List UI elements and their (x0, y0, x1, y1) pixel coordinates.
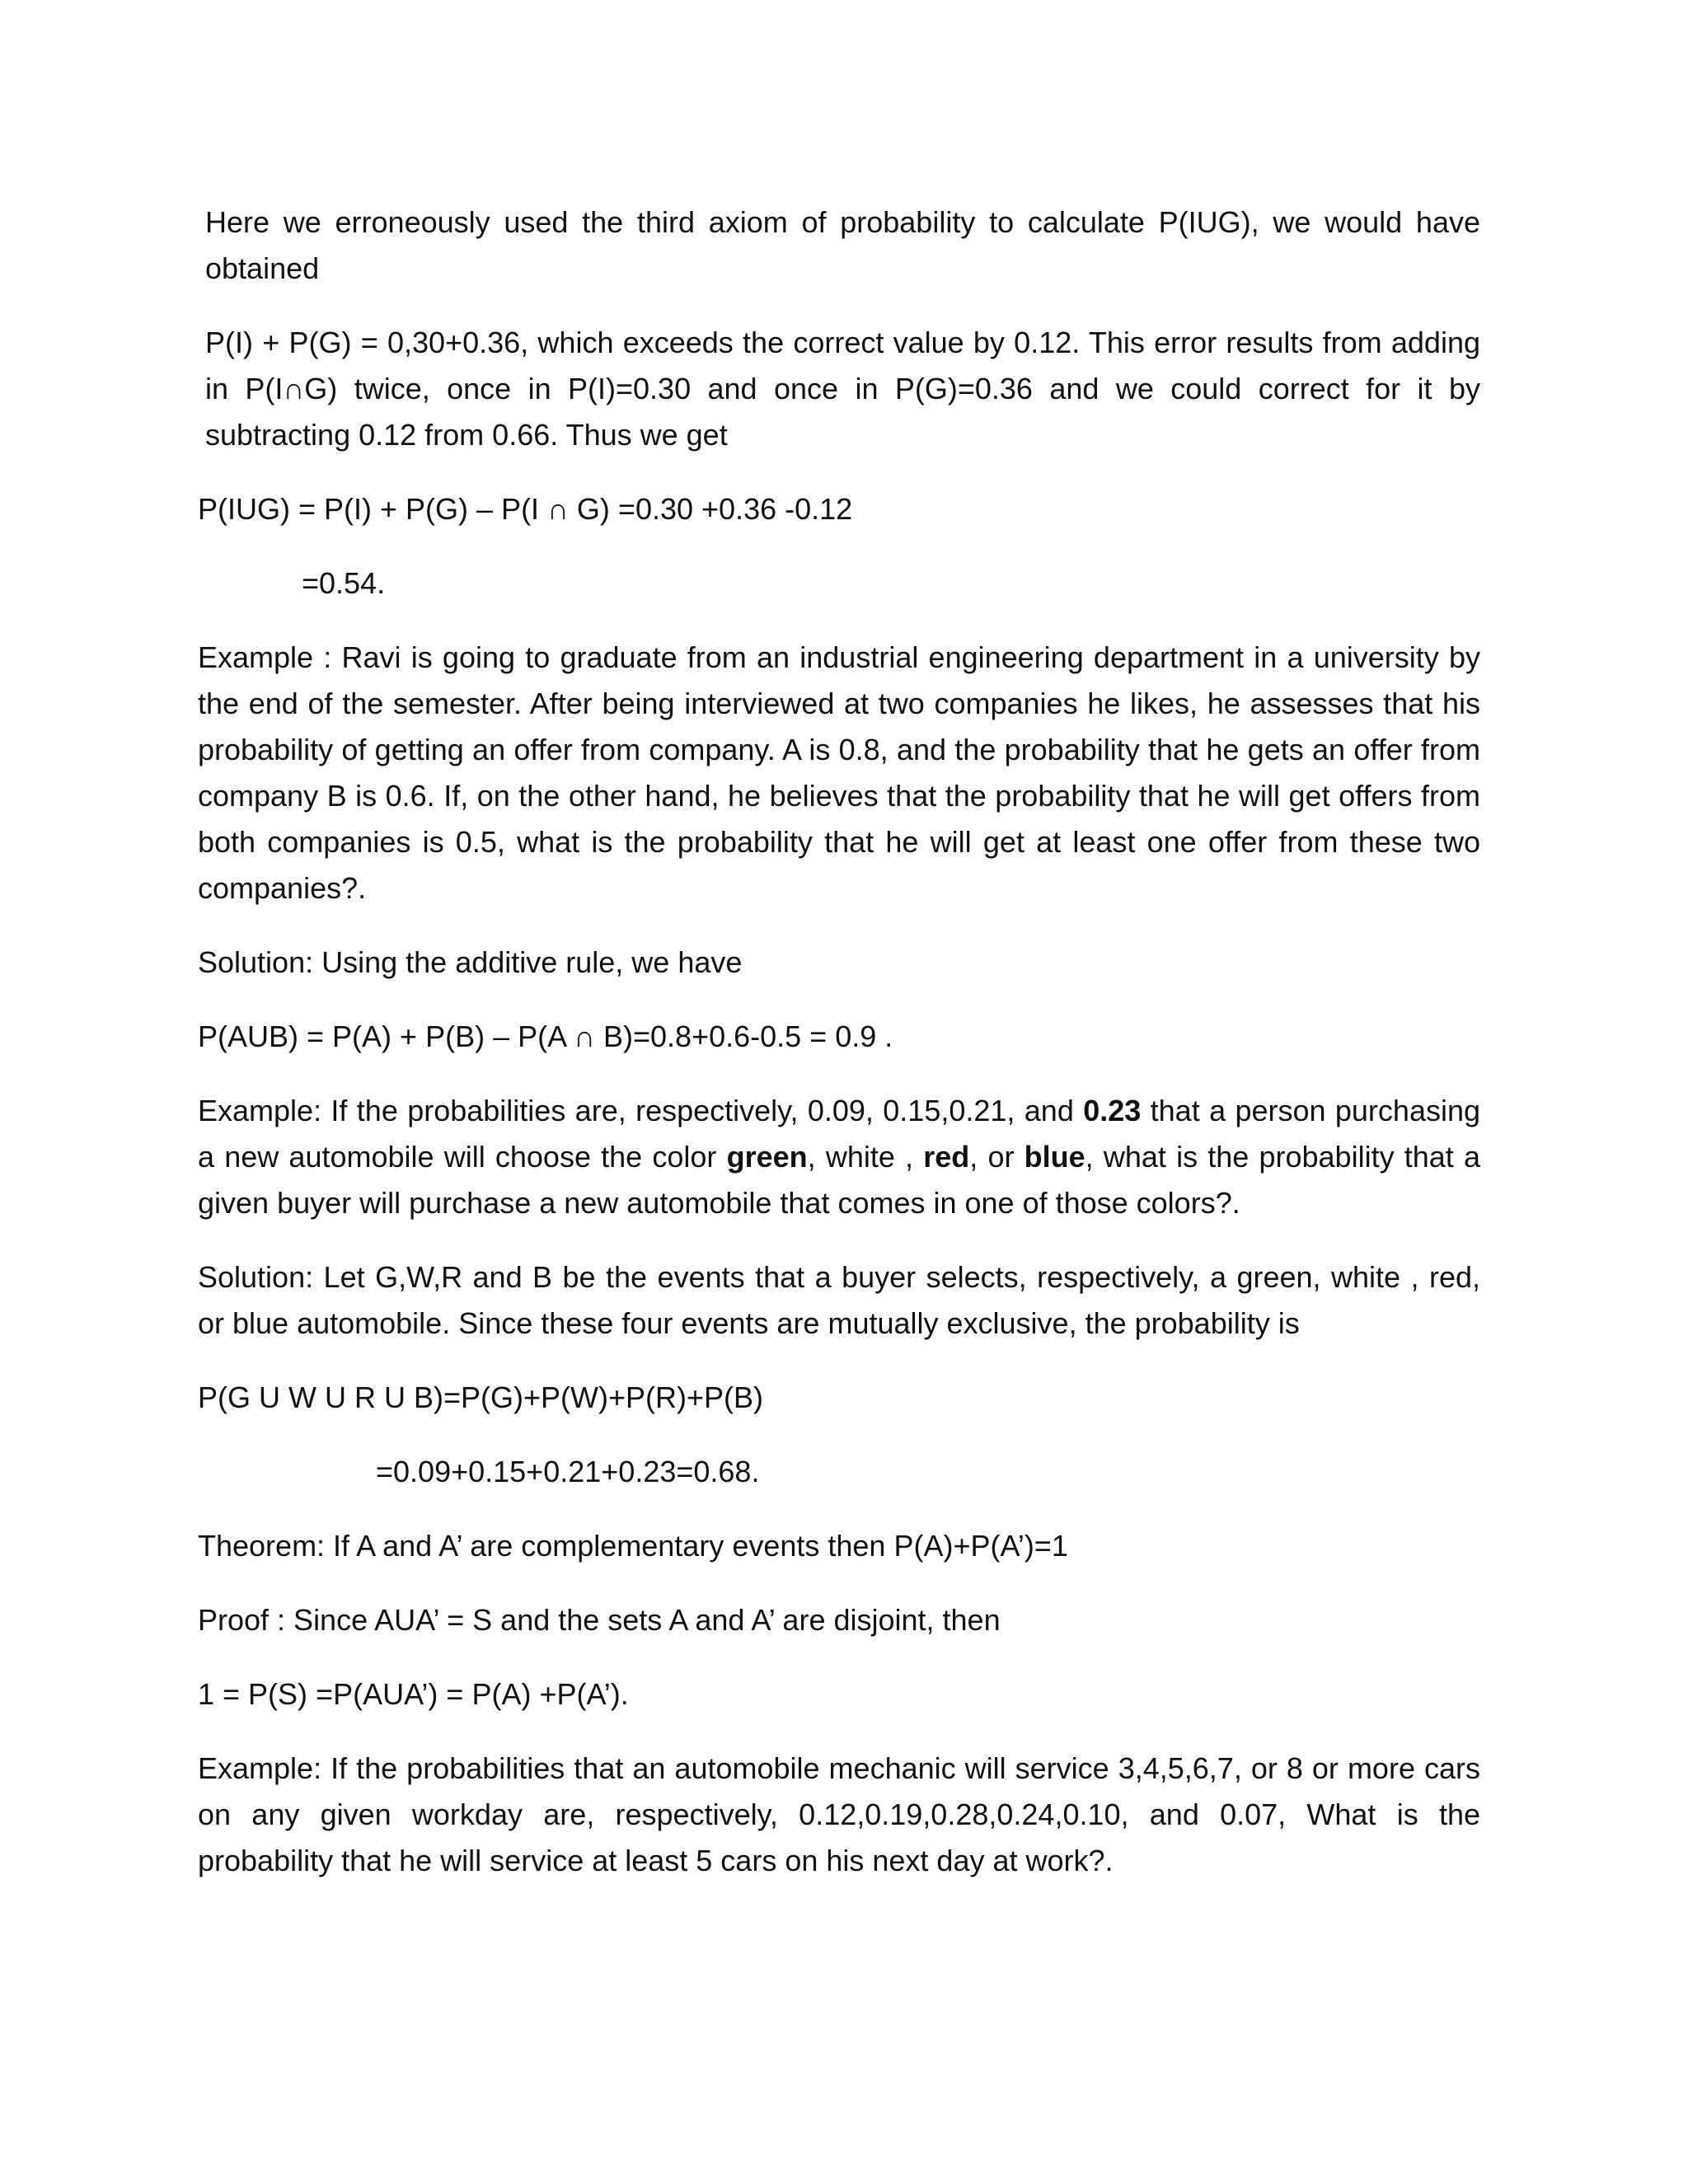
equation-p-gwrb: P(G U W U R U B)=P(G)+P(W)+P(R)+P(B) (198, 1380, 764, 1414)
paragraph-solution-colors: Solution: Let G,W,R and B be the events that a buyer selects, respectively, a green, white , red, or blue automobile. Since these four events are mutually exclusive, the probability is (198, 1260, 1480, 1340)
example-colors-text-3: , white , (807, 1140, 924, 1174)
document-page (198, 199, 1480, 1912)
equation-p-iug-result: =0.54. (302, 566, 386, 600)
example-colors-text-2: that a person purchasing a new automobile will choose the color (198, 1094, 1481, 1174)
example-colors-bold-value: 0.23 (1083, 1094, 1142, 1127)
paragraph-proof: Proof : Since AUA’ = S and the sets A and A’ are disjoint, then (198, 1603, 1001, 1637)
example-colors-text-4: , or (969, 1140, 1025, 1174)
paragraph-example-automobile-colors (198, 1088, 1480, 1226)
example-colors-text-5: , what is the probability that a given buyer will purchase a new automobile that comes in one of those colors?. (198, 1140, 1481, 1220)
paragraph-theorem: Theorem: If A and A’ are complementary events then P(A)+P(A’)=1 (198, 1529, 1068, 1563)
equation-proof: 1 = P(S) =P(AUA’) = P(A) +P(A’). (198, 1677, 629, 1711)
example-colors-bold-red: red (923, 1140, 970, 1174)
paragraph-error-explanation: P(I) + P(G) = 0,30+0.36, which exceeds the correct value by 0.12. This error results from adding in P(I∩G) twice, once in P(I)=0.30 and once in P(G)=0.36 and we could correct for it by subtracting 0.12 from 0.66. Thus we get (205, 326, 1480, 452)
paragraph-third-axiom: Here we erroneously used the third axiom of probability to calculate P(IUG), we would have obtained (205, 205, 1480, 285)
equation-p-iug: P(IUG) = P(I) + P(G) – P(I ∩ G) =0.30 +0.36 -0.12 (198, 492, 853, 526)
equation-p-gwrb-result: =0.09+0.15+0.21+0.23=0.68. (376, 1455, 760, 1488)
paragraph-example-mechanic: Example: If the probabilities that an automobile mechanic will service 3,4,5,6,7, or 8 or more cars on any given workday are, respectively, 0.12,0.19,0.28,0.24,0.10, and 0.07, What is the probability that he will service at least 5 cars on his next day at work?. (198, 1751, 1480, 1877)
example-colors-bold-blue: blue (1024, 1140, 1085, 1174)
paragraph-solution-additive-rule: Solution: Using the additive rule, we have (198, 945, 743, 979)
example-colors-bold-green: green (726, 1140, 808, 1174)
example-colors-text-1: Example: If the probabilities are, respectively, 0.09, 0.15,0.21, and (198, 1094, 1084, 1127)
paragraph-example-ravi: Example : Ravi is going to graduate from an industrial engineering department in a university by the end of the semester. After being interviewed at two companies he likes, he assesses that his probability of getting an offer from company. A is 0.8, and the probability that he gets an offer from company B is 0.6. If, on the other hand, he believes that the probability that he will get offers from both companies is 0.5, what is the probability that he will get at least one offer from these two companies?. (198, 640, 1480, 905)
equation-p-aub: P(AUB) = P(A) + P(B) – P(A ∩ B)=0.8+0.6-0.5 = 0.9 . (198, 1019, 893, 1053)
